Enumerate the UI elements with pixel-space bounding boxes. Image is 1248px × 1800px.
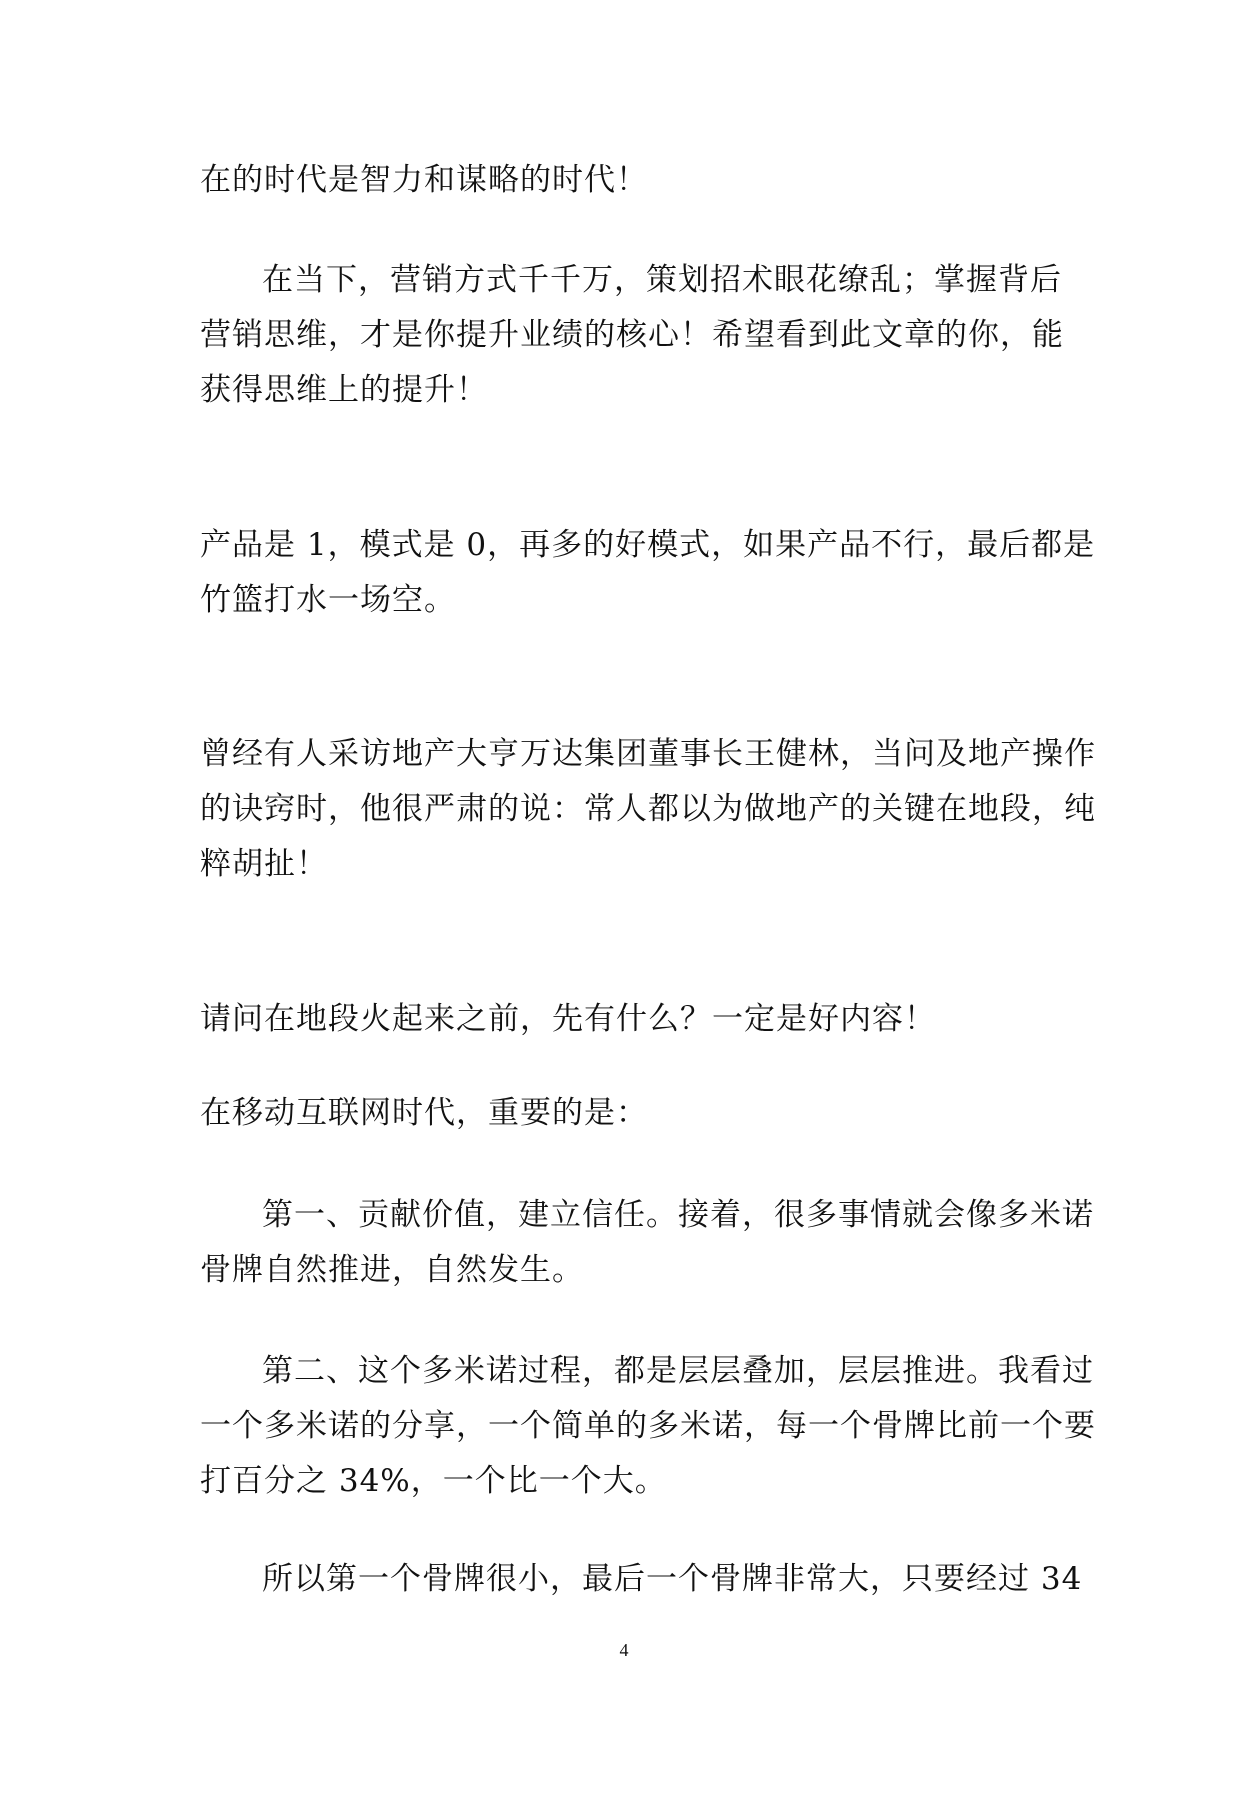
text-line: 产品是 1，模式是 0，再多的好模式，如果产品不行，最后都是 [200, 527, 1096, 563]
text-line: 在移动互联网时代，重要的是： [200, 1095, 648, 1131]
text-line: 竹篮打水一场空。 [200, 582, 456, 618]
text-line: 请问在地段火起来之前，先有什么？一定是好内容！ [200, 1001, 936, 1037]
paragraph-first-line: 第一、贡献价值，建立信任。接着，很多事情就会像多米诺 [262, 1197, 1094, 1233]
text-line: 粹胡扯！ [200, 846, 328, 882]
page-number: 4 [619, 1640, 629, 1660]
text-line: 营销思维，才是你提升业绩的核心！希望看到此文章的你，能 [200, 317, 1064, 353]
text-line: 在的时代是智力和谋略的时代！ [200, 162, 648, 198]
paragraph-first-line: 所以第一个骨牌很小，最后一个骨牌非常大，只要经过 34 [262, 1561, 1083, 1597]
text-line: 获得思维上的提升！ [200, 372, 488, 408]
text-line: 曾经有人采访地产大亨万达集团董事长王健林，当问及地产操作 [200, 736, 1096, 772]
text-line: 骨牌自然推进，自然发生。 [200, 1252, 584, 1288]
text-line: 一个多米诺的分享，一个简单的多米诺，每一个骨牌比前一个要 [200, 1408, 1096, 1444]
text-line: 打百分之 34%，一个比一个大。 [200, 1463, 667, 1499]
paragraph-first-line: 在当下，营销方式千千万，策划招术眼花缭乱；掌握背后 [262, 262, 1062, 298]
paragraph-first-line: 第二、这个多米诺过程，都是层层叠加，层层推进。我看过 [262, 1353, 1094, 1389]
text-line: 的诀窍时，他很严肃的说：常人都以为做地产的关键在地段，纯 [200, 791, 1096, 827]
